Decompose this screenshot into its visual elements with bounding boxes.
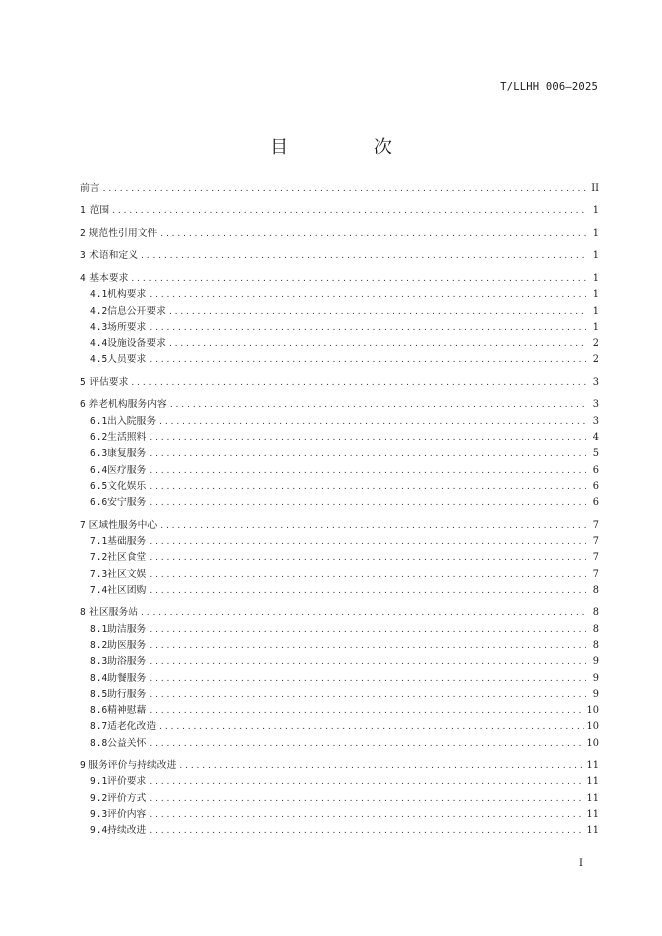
toc-entry-page: 8 <box>592 639 599 651</box>
toc-entry-label: 助洁服务 <box>107 623 147 635</box>
toc-entry[interactable] <box>80 687 599 703</box>
toc-entry-page: 6 <box>592 480 599 492</box>
toc-dot-leader <box>149 736 583 752</box>
toc-dot-leader <box>169 336 586 352</box>
document-code: T/LLHH 006—2025 <box>500 81 598 93</box>
toc-entry[interactable] <box>80 271 599 287</box>
toc-entry-number: 8.7 <box>90 721 108 733</box>
toc-entry[interactable] <box>80 605 599 621</box>
toc-dot-leader <box>149 583 586 599</box>
toc-entry-page: 7 <box>592 519 599 531</box>
toc-entry[interactable] <box>80 203 599 219</box>
toc-entry-label: 场所要求 <box>107 321 147 333</box>
toc-dot-leader <box>160 518 586 534</box>
toc-entry[interactable] <box>80 758 599 774</box>
toc-entry-number: 9 <box>80 760 86 772</box>
toc-entry-label: 安宁服务 <box>107 497 147 509</box>
toc-entry-number: 6.5 <box>90 480 108 492</box>
toc-entry-number: 8.3 <box>90 656 108 668</box>
toc-entry-page: 7 <box>592 535 599 547</box>
toc-entry-number: 9.1 <box>90 776 108 788</box>
toc-entry-number: 1 <box>80 205 86 217</box>
toc-entry[interactable] <box>80 414 599 430</box>
toc-entry-number: 4.2 <box>90 305 108 317</box>
toc-dot-leader <box>149 622 586 638</box>
toc-dot-leader <box>141 605 586 621</box>
toc-entry-page: 2 <box>592 338 599 350</box>
toc-entry-page: 9 <box>592 672 599 684</box>
toc-entry-label: 评估要求 <box>89 376 129 388</box>
toc-entry-number: 7 <box>80 519 86 531</box>
toc-dot-leader <box>149 495 586 511</box>
toc-entry[interactable] <box>80 703 599 719</box>
toc-dot-leader <box>131 271 586 287</box>
toc-entry[interactable] <box>80 567 599 583</box>
toc-entry-page: 8 <box>592 607 599 619</box>
toc-dot-leader <box>149 823 583 839</box>
toc-entry-number: 4.5 <box>90 354 108 366</box>
toc-entry-page: 1 <box>592 289 599 301</box>
toc-entry[interactable] <box>80 397 599 413</box>
toc-entry-number: 9.2 <box>90 792 108 804</box>
toc-entry-number: 7.3 <box>90 568 108 580</box>
toc-entry-label: 机构要求 <box>107 289 147 301</box>
toc-entry-number: 4.4 <box>90 338 108 350</box>
toc-dot-leader <box>141 248 586 264</box>
toc-dot-leader <box>149 463 586 479</box>
toc-entry-page: 8 <box>592 623 599 635</box>
toc-entry[interactable] <box>80 671 599 687</box>
toc-entry[interactable] <box>80 823 599 839</box>
toc-dot-leader <box>103 181 586 197</box>
toc-entry[interactable] <box>80 226 599 242</box>
toc-entry[interactable] <box>80 430 599 446</box>
toc-entry-page: II <box>591 183 599 194</box>
toc-entry-number: 6.4 <box>90 464 108 476</box>
toc-entry[interactable] <box>80 719 599 735</box>
toc-entry[interactable] <box>80 622 599 638</box>
toc-entry[interactable] <box>80 654 599 670</box>
toc-dot-leader <box>149 287 586 303</box>
toc-entry-number: 8.5 <box>90 688 108 700</box>
toc-dot-leader <box>149 550 586 566</box>
toc-entry-page: 1 <box>592 321 599 333</box>
toc-entry-label: 设施设备要求 <box>107 338 166 350</box>
toc-entry-label: 社区文娱 <box>107 568 147 580</box>
toc-entry-label: 服务评价与持续改进 <box>88 760 177 772</box>
toc-entry[interactable] <box>80 352 599 368</box>
toc-entry-number: 8.8 <box>90 737 108 749</box>
toc-entry[interactable] <box>80 320 599 336</box>
toc-entry[interactable] <box>80 534 599 550</box>
toc-entry-number: 2 <box>80 227 86 239</box>
toc-entry[interactable] <box>80 583 599 599</box>
toc-entry-label: 评价要求 <box>107 776 147 788</box>
toc-entry[interactable] <box>80 181 599 197</box>
toc-entry-label: 适老化改造 <box>107 721 157 733</box>
toc-dot-leader <box>149 703 583 719</box>
toc-dot-leader <box>149 671 586 687</box>
toc-entry-number: 3 <box>80 250 86 262</box>
toc-dot-leader <box>149 791 583 807</box>
toc-dot-leader <box>159 414 586 430</box>
toc-entry-number: 6.6 <box>90 497 108 509</box>
toc-entry[interactable] <box>80 807 599 823</box>
toc-entry[interactable] <box>80 638 599 654</box>
toc-dot-leader <box>160 226 586 242</box>
toc-entry-label: 精神慰藉 <box>107 705 147 717</box>
toc-entry-label: 社区团购 <box>107 584 147 596</box>
toc-entry-number: 8.4 <box>90 672 108 684</box>
toc-entry-page: 6 <box>592 464 599 476</box>
toc-entry-page: 8 <box>592 584 599 596</box>
toc-entry-label: 助医服务 <box>107 639 147 651</box>
toc-entry-page: 10 <box>586 705 599 717</box>
toc-entry-label: 规范性引用文件 <box>88 227 158 239</box>
toc-dot-leader <box>149 774 583 790</box>
toc-entry-number: 7.1 <box>90 535 108 547</box>
toc-dot-leader <box>179 758 583 774</box>
toc-entry-label: 助餐服务 <box>107 672 147 684</box>
toc-entry-label: 评价内容 <box>107 809 147 821</box>
toc-entry-page: 2 <box>592 354 599 366</box>
toc-entry-page: 6 <box>592 497 599 509</box>
toc-entry-page: 4 <box>592 431 599 443</box>
toc-entry-number: 6.3 <box>90 448 108 460</box>
toc-entry-label: 文化娱乐 <box>107 480 147 492</box>
toc-entry-page: 11 <box>586 792 599 804</box>
toc-entry[interactable] <box>80 248 599 264</box>
toc-entry-label: 基础服务 <box>107 535 147 547</box>
toc-dot-leader <box>149 567 586 583</box>
toc-entry-label: 助行服务 <box>107 688 147 700</box>
toc-entry-label: 区域性服务中心 <box>88 519 158 531</box>
toc-dot-leader <box>169 304 586 320</box>
toc-entry[interactable] <box>80 304 599 320</box>
toc-entry-label: 生活照料 <box>107 431 147 443</box>
toc-entry-page: 10 <box>586 737 599 749</box>
toc-dot-leader <box>159 719 583 735</box>
toc-entry-label: 医疗服务 <box>107 464 147 476</box>
toc-entry-page: 7 <box>592 552 599 564</box>
toc-entry-page: 3 <box>592 399 599 411</box>
toc-entry-label: 基本要求 <box>89 272 129 284</box>
toc-entry-label: 社区食堂 <box>107 552 147 564</box>
toc-entry-page: 7 <box>592 568 599 580</box>
toc-entry-page: 1 <box>592 227 599 239</box>
toc-entry-page: 5 <box>592 448 599 460</box>
toc-entry-label: 术语和定义 <box>89 250 139 262</box>
toc-entry[interactable] <box>80 479 599 495</box>
toc-entry[interactable] <box>80 446 599 462</box>
toc-entry[interactable] <box>80 287 599 303</box>
toc-entry-label: 出入院服务 <box>107 415 157 427</box>
toc-entry-page: 11 <box>586 825 599 837</box>
toc-dot-leader <box>149 654 586 670</box>
toc-entry-label: 康复服务 <box>107 448 147 460</box>
toc-entry-number: 7.4 <box>90 584 108 596</box>
toc-entry-page: 1 <box>592 272 599 284</box>
toc-entry[interactable] <box>80 791 599 807</box>
toc-entry-label: 信息公开要求 <box>107 305 166 317</box>
toc-dot-leader <box>149 352 586 368</box>
toc-dot-leader <box>131 375 586 391</box>
toc-entry-page: 9 <box>592 656 599 668</box>
toc-entry-label: 养老机构服务内容 <box>88 399 167 411</box>
toc-entry-label: 持续改进 <box>107 825 147 837</box>
toc-dot-leader <box>149 638 586 654</box>
toc-dot-leader <box>149 687 586 703</box>
toc-entry-number: 5 <box>80 376 86 388</box>
toc-dot-leader <box>149 320 586 336</box>
toc-entry-label: 助浴服务 <box>107 656 147 668</box>
toc-entry-number: 6.1 <box>90 415 108 427</box>
toc-entry-label: 评价方式 <box>107 792 147 804</box>
toc-entry-number: 4.3 <box>90 321 108 333</box>
toc-entry[interactable] <box>80 550 599 566</box>
toc-entry-label: 人员要求 <box>107 354 147 366</box>
toc-entry-page: 1 <box>592 205 599 217</box>
toc-entry[interactable] <box>80 736 599 752</box>
toc-entry-number: 6 <box>80 399 86 411</box>
toc-entry-page: 3 <box>592 415 599 427</box>
toc-entry[interactable] <box>80 375 599 391</box>
toc-entry[interactable] <box>80 495 599 511</box>
toc-dot-leader <box>170 397 586 413</box>
toc-entry[interactable] <box>80 774 599 790</box>
toc-entry[interactable] <box>80 336 599 352</box>
page-number: I <box>579 858 583 869</box>
toc-entry-number: 8.2 <box>90 639 108 651</box>
toc-dot-leader <box>149 479 586 495</box>
toc-entry-number: 9.3 <box>90 809 108 821</box>
toc-entry-number: 7.2 <box>90 552 108 564</box>
toc-entry-label: 公益关怀 <box>107 737 147 749</box>
toc-entry-number: 8 <box>80 607 86 619</box>
toc-entry-number: 8.6 <box>90 705 108 717</box>
toc-entry-label: 范围 <box>89 205 110 217</box>
toc-entry-page: 3 <box>592 376 599 388</box>
toc-entry-number: 6.2 <box>90 431 108 443</box>
toc-dot-leader <box>149 446 586 462</box>
toc-entry-number: 9.4 <box>90 825 108 837</box>
toc-entry-page: 11 <box>586 809 599 821</box>
toc-entry-number: 4 <box>80 272 86 284</box>
toc-entry-page: 1 <box>592 250 599 262</box>
toc-entry-label: 前言 <box>80 183 100 194</box>
toc-entry-page: 11 <box>586 760 599 772</box>
toc-entry[interactable] <box>80 463 599 479</box>
table-of-contents <box>80 181 599 840</box>
toc-entry-page: 10 <box>586 721 599 733</box>
toc-entry-page: 1 <box>592 305 599 317</box>
toc-dot-leader <box>149 430 586 446</box>
toc-entry[interactable] <box>80 518 599 534</box>
toc-dot-leader <box>149 534 586 550</box>
toc-entry-number: 8.1 <box>90 623 108 635</box>
toc-entry-page: 11 <box>586 776 599 788</box>
toc-entry-page: 9 <box>592 688 599 700</box>
toc-entry-label: 社区服务站 <box>89 607 139 619</box>
toc-entry-number: 4.1 <box>90 289 108 301</box>
page-title: 目 次 <box>270 137 432 158</box>
toc-dot-leader <box>112 203 586 219</box>
toc-dot-leader <box>149 807 583 823</box>
